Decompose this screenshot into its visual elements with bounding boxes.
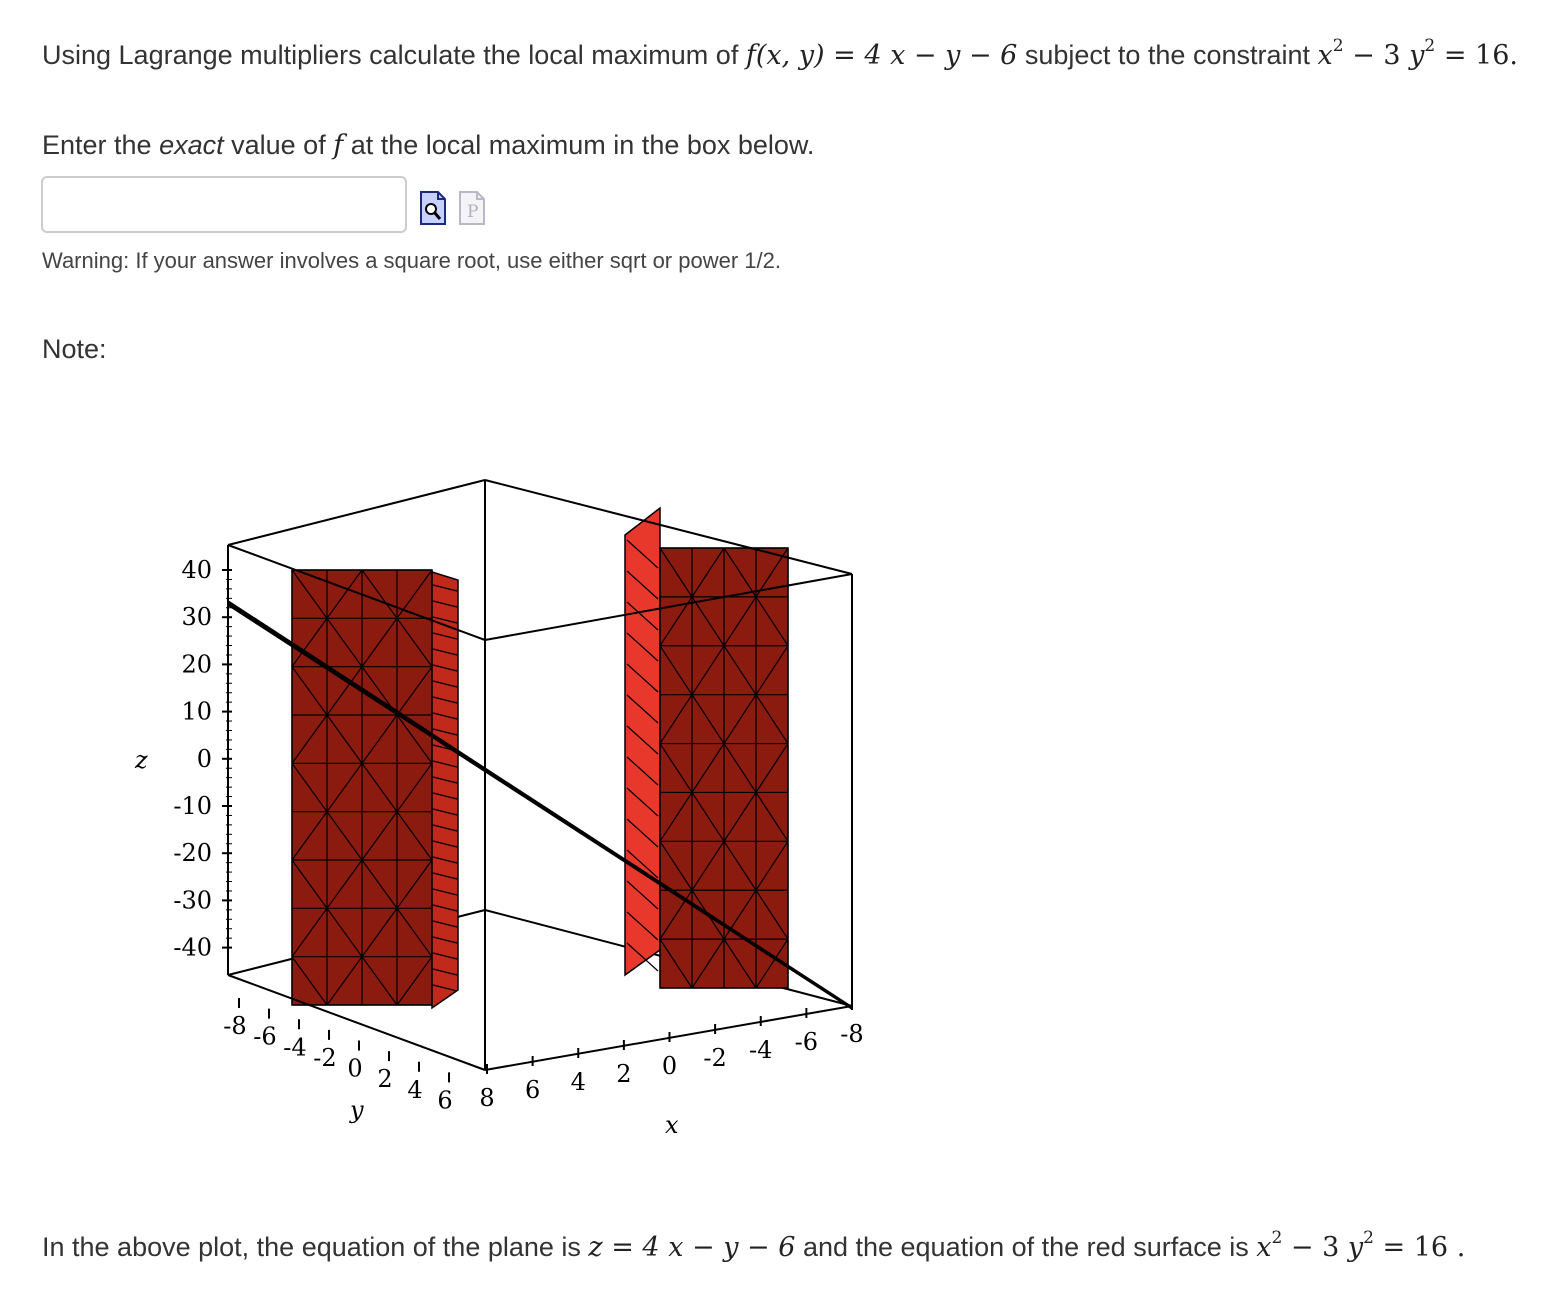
- z-axis-label: z: [135, 746, 148, 774]
- plane-equation: z = 4 x − y − 6: [588, 1232, 796, 1263]
- z-tick-label: 30: [181, 603, 212, 632]
- red-surface-left: [292, 570, 458, 1008]
- function-expression: 4 x − y − 6: [864, 40, 1018, 71]
- z-tick-label: 10: [181, 697, 212, 726]
- z-tick-label: -20: [173, 839, 212, 868]
- z-tick-label: 0: [196, 744, 212, 773]
- function-name: f(x, y): [745, 40, 825, 71]
- z-tick-label: 20: [181, 650, 212, 679]
- red-surface-right: [625, 508, 788, 988]
- x-axis: [479, 1000, 863, 1112]
- x-tick-label: -6: [794, 1028, 819, 1056]
- question-text: Using Lagrange multipliers calculate the local maximum of f(x, y) = 4 x − y − 6 subject to the constraint $x^2 - 3$ $y^2 = 16$.: [42, 36, 1518, 71]
- z-tick-label: -40: [173, 933, 212, 962]
- z-tick-label: -30: [173, 886, 212, 915]
- x-tick-label: 8: [479, 1084, 495, 1112]
- y-axis-label: y: [350, 1096, 364, 1124]
- z-axis: [173, 556, 232, 962]
- plot-caption: In the above plot, the equation of the plane is z = 4 x − y − 6 and the equation of the red surface is $x^2 - 3$ $y^2 = 16$ .: [42, 1228, 1466, 1263]
- z-tick-label: 40: [181, 556, 212, 584]
- x-tick-label: 0: [661, 1052, 678, 1080]
- preview-icon[interactable]: [420, 191, 446, 225]
- warning-text: Warning: If your answer involves a square root, use either sqrt or power 1/2.: [42, 248, 781, 273]
- plot-svg: [110, 470, 890, 1170]
- note-label: Note:: [42, 334, 107, 364]
- y-tick-label: -4: [283, 1033, 307, 1062]
- x-tick-label: -2: [703, 1044, 727, 1072]
- z-tick-label: -10: [173, 792, 212, 820]
- y-tick-label: 0: [347, 1054, 363, 1083]
- y-tick-label: 4: [407, 1075, 423, 1104]
- y-tick-label: -8: [223, 1012, 247, 1040]
- svg-text:P: P: [467, 202, 479, 222]
- formula-editor-icon[interactable]: [459, 191, 485, 225]
- x-tick-label: -4: [749, 1036, 773, 1064]
- instruction-text: Enter the exact value of f at the local maximum in the box below.: [42, 130, 815, 161]
- y-tick-label: 6: [437, 1086, 453, 1115]
- y-tick-label: 2: [377, 1065, 393, 1094]
- constraint-rhs: = 16.: [1435, 40, 1518, 71]
- x-tick-label: 6: [524, 1076, 541, 1104]
- x-axis-label: x: [665, 1111, 679, 1139]
- x-tick-label: 2: [616, 1060, 632, 1088]
- surface-plot: [110, 470, 890, 1175]
- x-tick-label: -8: [840, 1020, 864, 1048]
- y-tick-label: -2: [313, 1043, 337, 1072]
- y-tick-label: -6: [253, 1022, 277, 1051]
- surface-equation-rhs: = 16 .: [1373, 1232, 1466, 1263]
- answer-input[interactable]: [41, 176, 407, 233]
- x-tick-label: 4: [570, 1068, 586, 1096]
